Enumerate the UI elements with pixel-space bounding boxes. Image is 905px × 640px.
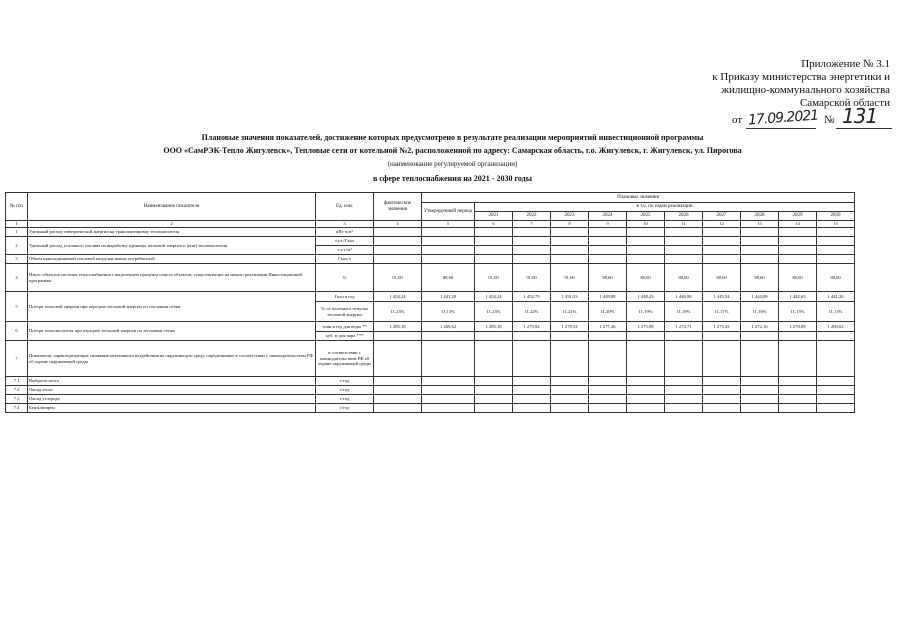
year-value xyxy=(513,386,551,395)
year-value xyxy=(475,255,513,264)
year-value xyxy=(665,237,703,246)
year-value: 11,23% xyxy=(475,302,513,322)
actual-value: 1 283,10 xyxy=(374,322,422,332)
year-value xyxy=(779,395,817,404)
handwritten-number: 131 xyxy=(842,104,878,128)
year-value xyxy=(703,228,741,237)
year-value: 1 442,65 xyxy=(779,292,817,302)
table-row xyxy=(6,255,855,264)
column-number: 15 xyxy=(817,221,855,228)
actual-value xyxy=(374,228,422,237)
year-value xyxy=(513,237,551,246)
unit-cell: тонн в год для воды ** xyxy=(316,322,374,332)
year-value xyxy=(703,395,741,404)
year-value: 1 454,24 xyxy=(475,292,513,302)
year-value xyxy=(817,246,855,255)
year-value: 91,00 xyxy=(475,264,513,292)
row-number: 2 xyxy=(6,237,28,255)
year-header: 2024 xyxy=(589,212,627,221)
year-value: 1 445,54 xyxy=(703,292,741,302)
year-value: 1 452,79 xyxy=(513,292,551,302)
column-number: 9 xyxy=(589,221,627,228)
unit-cell: т/год xyxy=(316,386,374,395)
approved-value xyxy=(422,246,475,255)
year-value xyxy=(741,395,779,404)
year-value: 11,20% xyxy=(589,302,627,322)
approved-value: 1 441,20 xyxy=(422,292,475,302)
year-value xyxy=(741,386,779,395)
column-number: 5 xyxy=(422,221,475,228)
row-number: 5 xyxy=(6,292,28,322)
year-value xyxy=(817,332,855,341)
year-value xyxy=(741,237,779,246)
header-planned: Плановые значения xyxy=(422,193,855,203)
approved-value xyxy=(422,228,475,237)
row-number: 7.4 xyxy=(6,404,28,413)
year-value xyxy=(665,246,703,255)
row-number: 7.2 xyxy=(6,386,28,395)
unit-cell: % от полезного отпуска тепловой энергии xyxy=(316,302,374,322)
year-value xyxy=(513,246,551,255)
year-header: 2023 xyxy=(551,212,589,221)
year-header: 2022 xyxy=(513,212,551,221)
indicator-name: Объем присоединяемой тепловой нагрузки новых потребителей xyxy=(28,255,316,264)
actual-value xyxy=(374,386,422,395)
year-value: 11,22% xyxy=(513,302,551,322)
year-value: 1 270,89 xyxy=(779,322,817,332)
year-value xyxy=(551,395,589,404)
year-value xyxy=(779,341,817,377)
year-value xyxy=(665,395,703,404)
year-value xyxy=(665,386,703,395)
year-value: 1 269,62 xyxy=(817,322,855,332)
column-number: 11 xyxy=(665,221,703,228)
actual-value xyxy=(374,255,422,264)
order-date-number xyxy=(732,104,892,130)
year-value: 91,00 xyxy=(551,264,589,292)
year-value xyxy=(703,377,741,386)
year-value xyxy=(589,404,627,413)
year-value: 88,60 xyxy=(703,264,741,292)
year-value xyxy=(513,341,551,377)
indicator-name: Оксид углерода xyxy=(28,395,316,404)
year-value xyxy=(551,237,589,246)
year-header: 2029 xyxy=(779,212,817,221)
year-header: 2028 xyxy=(741,212,779,221)
year-value xyxy=(513,228,551,237)
approved-value: 88,60 xyxy=(422,264,475,292)
actual-value: 1 454,24 xyxy=(374,292,422,302)
unit-cell: кВт·ч/м³ xyxy=(316,228,374,237)
year-value xyxy=(703,246,741,255)
approved-value xyxy=(422,237,475,246)
header-actual: фактические значения xyxy=(374,193,422,221)
year-header: 2026 xyxy=(665,212,703,221)
year-value xyxy=(703,404,741,413)
indicators-table xyxy=(5,192,855,413)
year-value: 1 278,54 xyxy=(551,322,589,332)
year-value xyxy=(627,395,665,404)
year-value xyxy=(817,341,855,377)
appendix-line-2: к Приказу министерства энергетики и xyxy=(712,71,890,83)
unit-cell: Гкал в год xyxy=(316,292,374,302)
year-value xyxy=(551,332,589,341)
table-row xyxy=(6,386,855,395)
column-number: 6 xyxy=(475,221,513,228)
actual-value xyxy=(374,341,422,377)
sphere-line: в сфере теплоснабжения на 2021 - 2030 годы xyxy=(373,174,532,183)
year-value xyxy=(513,404,551,413)
unit-cell: Гкал/ч xyxy=(316,255,374,264)
year-value: 1 446,98 xyxy=(665,292,703,302)
unit-cell: т/год xyxy=(316,404,374,413)
column-number: 14 xyxy=(779,221,817,228)
year-value: 11,16% xyxy=(741,302,779,322)
year-value xyxy=(779,246,817,255)
date-underline xyxy=(746,128,816,129)
actual-value xyxy=(374,246,422,255)
year-value xyxy=(475,237,513,246)
indicator-name: Износ объектов системы теплоснабжения с выделением процента износа объектов, существующих на начало реализации Инвестиционной программы xyxy=(28,264,316,292)
year-value xyxy=(475,332,513,341)
year-value xyxy=(779,255,817,264)
indicator-name: Удельный расход электрической энергии на транспортировку теплоносителя xyxy=(28,228,316,237)
year-value xyxy=(589,237,627,246)
organization-line: ООО «СамРЭК-Тепло Жигулевск», Тепловые сети от котельной №2, расположенной по адресу: Самарская область, г.о. Жигулевск, г. Жигулевск, ул. Пирогова xyxy=(163,146,742,155)
table-row xyxy=(6,237,855,246)
unit-cell: % xyxy=(316,264,374,292)
year-value xyxy=(741,377,779,386)
year-value: 11,19% xyxy=(627,302,665,322)
document-title: Плановые значения показателей, достижение которых предусмотрено в результате реализации мероприятий инвестиционной программы xyxy=(201,133,704,142)
year-header: 2025 xyxy=(627,212,665,221)
year-value xyxy=(589,386,627,395)
unit-cell: т/год xyxy=(316,395,374,404)
year-value: 88,60 xyxy=(665,264,703,292)
year-value xyxy=(627,341,665,377)
year-value: 88,60 xyxy=(627,264,665,292)
year-value: 11,18% xyxy=(665,302,703,322)
indicator-name: Показатели, характеризующие снижение негативного воздействия на окружающую среду, определяемые в соответствии с законодательством РФ об охране окружающей среды xyxy=(28,341,316,377)
year-value: 1 441,20 xyxy=(817,292,855,302)
year-value xyxy=(817,237,855,246)
handwritten-date: 17.09.2021 xyxy=(747,107,819,129)
row-number: 7.1 xyxy=(6,377,28,386)
indicator-name: Оксид азота xyxy=(28,386,316,395)
year-value xyxy=(627,404,665,413)
year-value xyxy=(475,395,513,404)
approved-value: 11,13% xyxy=(422,302,475,322)
year-value: 88,60 xyxy=(741,264,779,292)
year-value xyxy=(779,386,817,395)
year-value xyxy=(665,332,703,341)
year-value xyxy=(475,228,513,237)
year-value: 11,21% xyxy=(551,302,589,322)
year-value xyxy=(779,404,817,413)
year-value xyxy=(589,377,627,386)
table-row xyxy=(6,292,855,302)
year-value xyxy=(741,404,779,413)
unit-cell: т.у.т./Гкал xyxy=(316,237,374,246)
year-value xyxy=(741,255,779,264)
actual-value: 91,00 xyxy=(374,264,422,292)
year-value: 1 448,43 xyxy=(627,292,665,302)
year-value xyxy=(703,237,741,246)
year-value xyxy=(703,332,741,341)
indicator-name: Бенз(а)пирен xyxy=(28,404,316,413)
year-value xyxy=(665,228,703,237)
year-value xyxy=(551,228,589,237)
year-header: 2030 xyxy=(817,212,855,221)
year-value xyxy=(589,246,627,255)
year-value xyxy=(551,386,589,395)
year-value: 1 275,98 xyxy=(627,322,665,332)
approved-value xyxy=(422,395,475,404)
year-value xyxy=(551,377,589,386)
actual-value: 11,23% xyxy=(374,302,422,322)
year-value xyxy=(703,386,741,395)
approved-value: 1 269,62 xyxy=(422,322,475,332)
column-number: 12 xyxy=(703,221,741,228)
year-value: 88,60 xyxy=(817,264,855,292)
approved-value xyxy=(422,386,475,395)
year-value xyxy=(665,341,703,377)
year-value xyxy=(817,255,855,264)
table-row xyxy=(6,395,855,404)
column-number: 2 xyxy=(28,221,316,228)
year-header: 2021 xyxy=(475,212,513,221)
year-value xyxy=(665,404,703,413)
table-row xyxy=(6,228,855,237)
year-value xyxy=(513,395,551,404)
year-value: 1 449,88 xyxy=(589,292,627,302)
year-value xyxy=(665,377,703,386)
year-value xyxy=(627,255,665,264)
year-value xyxy=(779,377,817,386)
header-unit: Ед. изм. xyxy=(316,193,374,221)
year-value xyxy=(475,404,513,413)
year-value xyxy=(741,246,779,255)
year-value xyxy=(817,386,855,395)
unit-cell: т/год xyxy=(316,377,374,386)
unit-cell: т.у.т./м³ xyxy=(316,246,374,255)
year-value xyxy=(627,332,665,341)
year-value xyxy=(779,237,817,246)
year-value: 88,60 xyxy=(589,264,627,292)
year-value xyxy=(475,246,513,255)
appendix-block xyxy=(690,58,890,110)
column-number: 1 xyxy=(6,221,28,228)
header-num: № п/п xyxy=(6,193,28,221)
year-value xyxy=(475,386,513,395)
actual-value xyxy=(374,377,422,386)
number-underline xyxy=(836,128,892,129)
year-value xyxy=(513,377,551,386)
year-value xyxy=(589,255,627,264)
year-value: 1 273,43 xyxy=(703,322,741,332)
year-value xyxy=(551,255,589,264)
from-label: от xyxy=(732,114,743,126)
approved-value xyxy=(422,377,475,386)
table-row xyxy=(6,264,855,292)
year-value xyxy=(589,341,627,377)
column-numbers-row xyxy=(6,221,855,228)
year-value xyxy=(627,377,665,386)
year-value xyxy=(513,332,551,341)
unit-cell: куб. м для пара *** xyxy=(316,332,374,341)
year-value: 1 274,71 xyxy=(665,322,703,332)
year-value xyxy=(703,255,741,264)
year-value xyxy=(817,395,855,404)
actual-value xyxy=(374,404,422,413)
column-number: 3 xyxy=(316,221,374,228)
year-value xyxy=(627,246,665,255)
table-row xyxy=(6,341,855,377)
year-value xyxy=(665,255,703,264)
year-value xyxy=(627,237,665,246)
year-value: 11,15% xyxy=(779,302,817,322)
year-value: 11,13% xyxy=(817,302,855,322)
year-value xyxy=(703,341,741,377)
appendix-line-1: Приложение № 3.1 xyxy=(801,58,890,70)
appendix-line-3: жилищно-коммунального хозяйства xyxy=(721,84,890,96)
year-value xyxy=(475,377,513,386)
column-number: 10 xyxy=(627,221,665,228)
year-value: 1 272,16 xyxy=(741,322,779,332)
year-value xyxy=(589,332,627,341)
year-value xyxy=(627,228,665,237)
table-row xyxy=(6,377,855,386)
row-number: 1 xyxy=(6,228,28,237)
appendix-line-4: Самарской области xyxy=(799,97,890,109)
year-value: 11,17% xyxy=(703,302,741,322)
year-header: 2027 xyxy=(703,212,741,221)
year-value: 1 277,26 xyxy=(589,322,627,332)
header-name: Наименование показателя xyxy=(28,193,316,221)
approved-value xyxy=(422,404,475,413)
year-value xyxy=(779,228,817,237)
year-value: 88,60 xyxy=(779,264,817,292)
year-value xyxy=(741,341,779,377)
actual-value xyxy=(374,237,422,246)
year-value: 1 444,09 xyxy=(741,292,779,302)
year-value xyxy=(551,404,589,413)
approved-value xyxy=(422,255,475,264)
column-number: 8 xyxy=(551,221,589,228)
row-number: 4 xyxy=(6,264,28,292)
indicator-name: Потери теплоносителя при передаче тепловой энергии по тепловым сетям xyxy=(28,322,316,341)
year-value: 1 279,82 xyxy=(513,322,551,332)
header-by-years: в т.ч. по годам реализации xyxy=(475,203,855,212)
column-number: 4 xyxy=(374,221,422,228)
year-value xyxy=(513,255,551,264)
approved-value xyxy=(422,341,475,377)
year-value xyxy=(817,228,855,237)
approved-value xyxy=(422,332,475,341)
year-value xyxy=(551,341,589,377)
column-number: 13 xyxy=(741,221,779,228)
row-number: 6 xyxy=(6,322,28,341)
year-value xyxy=(589,228,627,237)
year-value: 91,00 xyxy=(513,264,551,292)
indicator-name: Потери тепловой энергии при передаче тепловой энергии по тепловым сетям xyxy=(28,292,316,322)
indicator-name: Выбросы азота xyxy=(28,377,316,386)
year-value xyxy=(741,228,779,237)
row-number: 7.3 xyxy=(6,395,28,404)
year-value xyxy=(817,377,855,386)
year-value xyxy=(627,386,665,395)
table-row xyxy=(6,404,855,413)
year-value xyxy=(779,332,817,341)
actual-value xyxy=(374,395,422,404)
actual-value xyxy=(374,332,422,341)
year-value: 1 451,33 xyxy=(551,292,589,302)
year-value xyxy=(741,332,779,341)
column-number: 7 xyxy=(513,221,551,228)
year-value: 1 283,10 xyxy=(475,322,513,332)
number-label: № xyxy=(824,114,835,126)
table-row xyxy=(6,322,855,332)
organization-caption: (наименование регулируемой организации) xyxy=(387,160,518,168)
indicator-name: Удельный расход условного топлива на выработку единицы тепловой энергии и (или) теплоносителя xyxy=(28,237,316,255)
year-value xyxy=(475,341,513,377)
year-value xyxy=(551,246,589,255)
row-number: 3 xyxy=(6,255,28,264)
row-number: 7 xyxy=(6,341,28,377)
header-approved: Утвержденный период xyxy=(422,203,475,221)
unit-cell: в соответствии с законодательством РФ об охране окружающей среды xyxy=(316,341,374,377)
year-value xyxy=(589,395,627,404)
year-value xyxy=(817,404,855,413)
